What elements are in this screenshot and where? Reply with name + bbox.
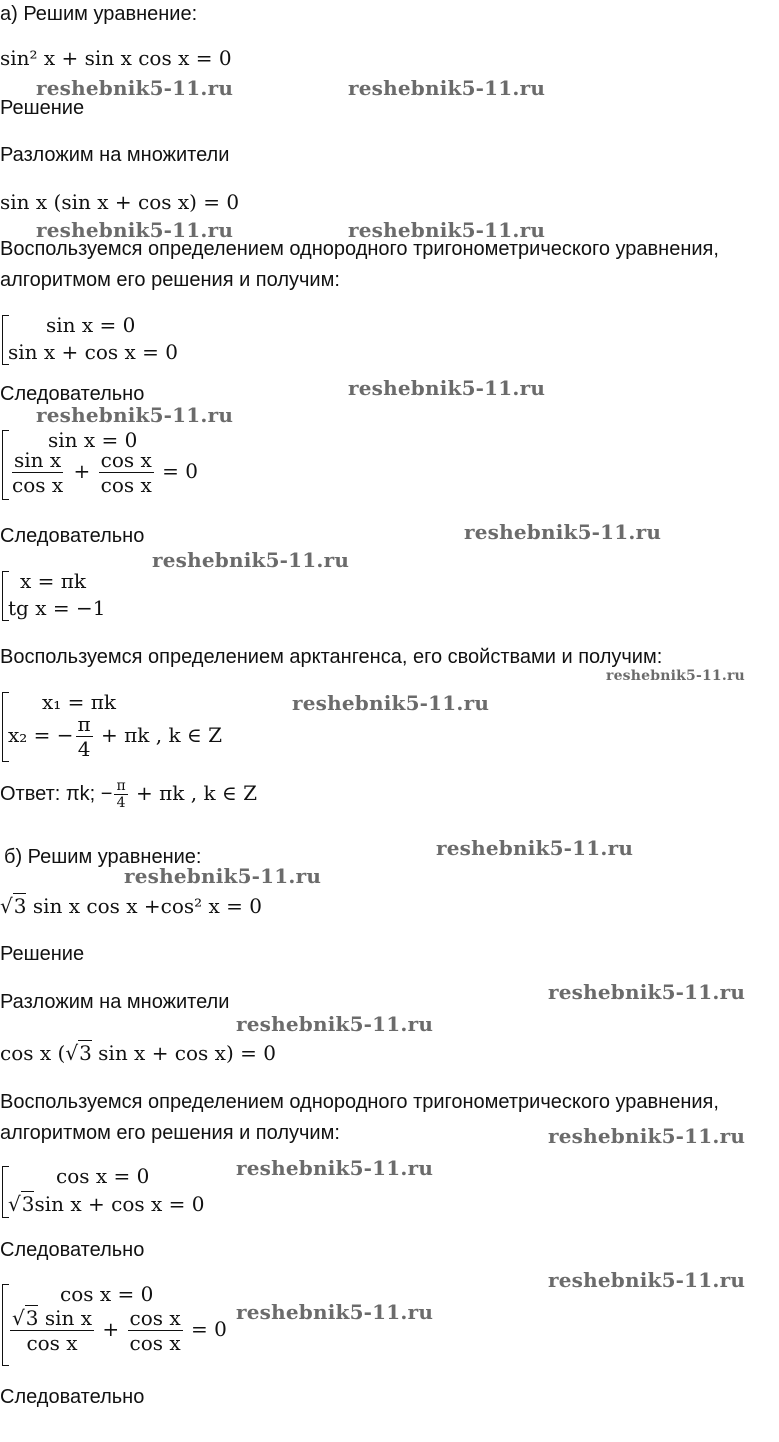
system-row: √3sin x + cos x = 0: [8, 1192, 205, 1216]
part-b-use-def-line2: алгоритмом его решения и получим:: [0, 1122, 340, 1144]
part-a-use-def-line2: алгоритмом его решения и получим:: [0, 269, 340, 291]
part-a-equation: sin² x + sin x cos x = 0: [0, 46, 232, 70]
part-a-therefore1: Следовательно: [0, 383, 145, 405]
fraction: $\frac{\pi}{4}$: [77, 712, 91, 761]
system-row: $\frac{\text{sin x}}{\text{cos x}}$ + $\frac{\text{cos x}}{\text{cos x}}$ = 0: [12, 448, 198, 497]
part-a-solution-label: Решение: [0, 97, 85, 119]
part-b-factored: cos x (√3 sin x + cos x) = 0: [0, 1041, 276, 1065]
part-a-factored: sin x (sin x + cos x) = 0: [0, 190, 240, 214]
system-row: cos x = 0: [56, 1164, 150, 1188]
watermark: reshebnik5-11.ru: [464, 520, 662, 544]
part-a-system3: [0, 569, 200, 621]
system-row: sin x = 0: [46, 313, 136, 337]
fraction: $\frac{\text{sin x}}{\text{cos x}}$: [12, 448, 64, 497]
part-a-system1: [0, 313, 200, 365]
system-row: x = πk: [20, 569, 87, 593]
watermark: reshebnik5-11.ru: [36, 403, 234, 427]
watermark: reshebnik5-11.ru: [36, 218, 234, 242]
part-b-solution-label: Решение: [0, 943, 85, 965]
watermark: reshebnik5-11.ru: [348, 218, 546, 242]
system-row: x₂ = − $\frac{\pi}{4}$ + πk , k ∈ Z: [8, 712, 223, 761]
watermark: reshebnik5-11.ru: [36, 76, 234, 100]
watermark: reshebnik5-11.ru: [152, 548, 350, 572]
fraction: $\frac{\text{√3 sin x}}{\text{cos x}}$: [12, 1306, 93, 1355]
part-a-heading: а) Решим уравнение:: [0, 3, 198, 25]
part-a-system2: [0, 428, 200, 500]
watermark: reshebnik5-11.ru: [124, 864, 322, 888]
part-b-therefore2: Следовательно: [0, 1386, 145, 1408]
watermark: reshebnik5-11.ru: [236, 1300, 434, 1324]
system-row: x₁ = πk: [42, 690, 117, 714]
watermark: reshebnik5-11.ru: [436, 836, 634, 860]
part-a-arctan-text: Воспользуемся определением арктангенса, его свойствами и получим:: [0, 646, 663, 668]
watermark: reshebnik5-11.ru: [348, 76, 546, 100]
part-a-factor-text: Разложим на множители: [0, 144, 230, 166]
watermark: reshebnik5-11.ru: [292, 691, 490, 715]
fraction: $\frac{\text{cos x}}{\text{cos x}}$: [100, 448, 152, 497]
part-b-use-def-line1: Воспользуемся определением однородного тригонометрического уравнения,: [0, 1091, 719, 1113]
watermark: reshebnik5-11.ru: [236, 1156, 434, 1180]
system-row: sin x = 0: [48, 428, 138, 452]
part-b-equation: √3 sin x cos x +cos² x = 0: [0, 894, 262, 918]
watermark: reshebnik5-11.ru: [606, 668, 745, 684]
part-b-heading: б) Решим уравнение:: [4, 846, 202, 868]
watermark: reshebnik5-11.ru: [548, 980, 746, 1004]
system-row: cos x = 0: [60, 1282, 154, 1306]
system-row: $\frac{\text{√3 sin x}}{\text{cos x}}$ + $\frac{\text{cos x}}{\text{cos x}}$ = 0: [12, 1306, 227, 1355]
part-a-use-def-line1: Воспользуемся определением однородного тригонометрического уравнения,: [0, 238, 719, 260]
fraction: $\frac{\pi}{4}$: [116, 778, 126, 811]
part-b-therefore1: Следовательно: [0, 1239, 145, 1261]
watermark: reshebnik5-11.ru: [548, 1124, 746, 1148]
watermark: reshebnik5-11.ru: [348, 376, 546, 400]
part-a-system4: [0, 690, 260, 762]
system-row: sin x + cos x = 0: [8, 340, 178, 364]
part-a-answer: Ответ: πk; − $\frac{\pi}{4}$ + πk , k ∈ Z: [0, 778, 258, 811]
system-row: tg x = −1: [8, 596, 106, 620]
part-b-system1: [0, 1164, 220, 1218]
fraction: $\frac{\text{cos x}}{\text{cos x}}$: [129, 1306, 181, 1355]
watermark: reshebnik5-11.ru: [548, 1268, 746, 1292]
part-b-system2: [0, 1282, 230, 1366]
watermark: reshebnik5-11.ru: [236, 1012, 434, 1036]
part-b-factor-text: Разложим на множители: [0, 991, 230, 1013]
part-a-therefore2: Следовательно: [0, 525, 145, 547]
